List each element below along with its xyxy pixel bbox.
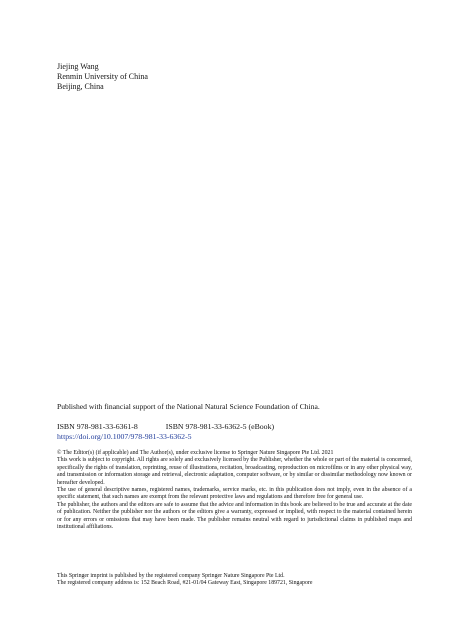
author-block [57, 62, 148, 92]
imprint-notice [57, 573, 412, 588]
isbn-ebook: ISBN 978-981-33-6362-5 (eBook) [165, 422, 275, 431]
imprint-line-1: This Springer imprint is published by the registered company Springer Nature Singapore Pte Ltd. [57, 573, 285, 579]
author-name: Jiejing Wang [57, 62, 99, 71]
isbn-print: ISBN 978-981-33-6361-8 [57, 422, 138, 431]
legal-notice [57, 450, 412, 531]
isbn-block [57, 422, 417, 442]
rights-notice: This work is subject to copyright. All rights are solely and exclusively licensed by the Publisher, whether the whole or part of the material is concerned, specifically the rights of translation, reprinting, reuse of illustrations, recitation, broadcasting, reproduction on microfilms or in any other physical way, and transmission or information storage and retrieval, electronic adaptation, computer software, or by similar or dissimilar methodology now known or hereafter developed. [57, 457, 412, 486]
funding-statement: Published with financial support of the National Natural Science Foundation of China. [57, 402, 320, 411]
doi-link[interactable]: https://doi.org/10.1007/978-981-33-6362-5 [57, 432, 192, 441]
author-affiliation: Renmin University of China [57, 72, 148, 81]
trademark-notice: The use of general descriptive names, registered names, trademarks, service marks, etc. in this publication does not imply, even in the absence of a specific statement, that such names are exempt from the relevant protective laws and regulations and therefore free for general use. [57, 487, 412, 501]
imprint-line-2: The registered company address is: 152 Beach Road, #21-01/04 Gateway East, Singapore 189721, Singapore [57, 580, 313, 587]
author-location: Beijing, China [57, 82, 104, 91]
copyright-notice: © The Editor(s) (if applicable) and The Author(s), under exclusive license to Springer Nature Singapore Pte Ltd. 2021 [57, 450, 334, 456]
disclaimer-notice: The publisher, the authors and the editors are safe to assume that the advice and information in this book are believed to be true and accurate at the date of publication. Neither the publisher nor the authors or the editors give a warranty, expressed or implied, with respect to the material contained herein or for any errors or omissions that may have been made. The publisher remains neutral with regard to jurisdictional claims in published maps and institutional affiliations. [57, 501, 412, 531]
